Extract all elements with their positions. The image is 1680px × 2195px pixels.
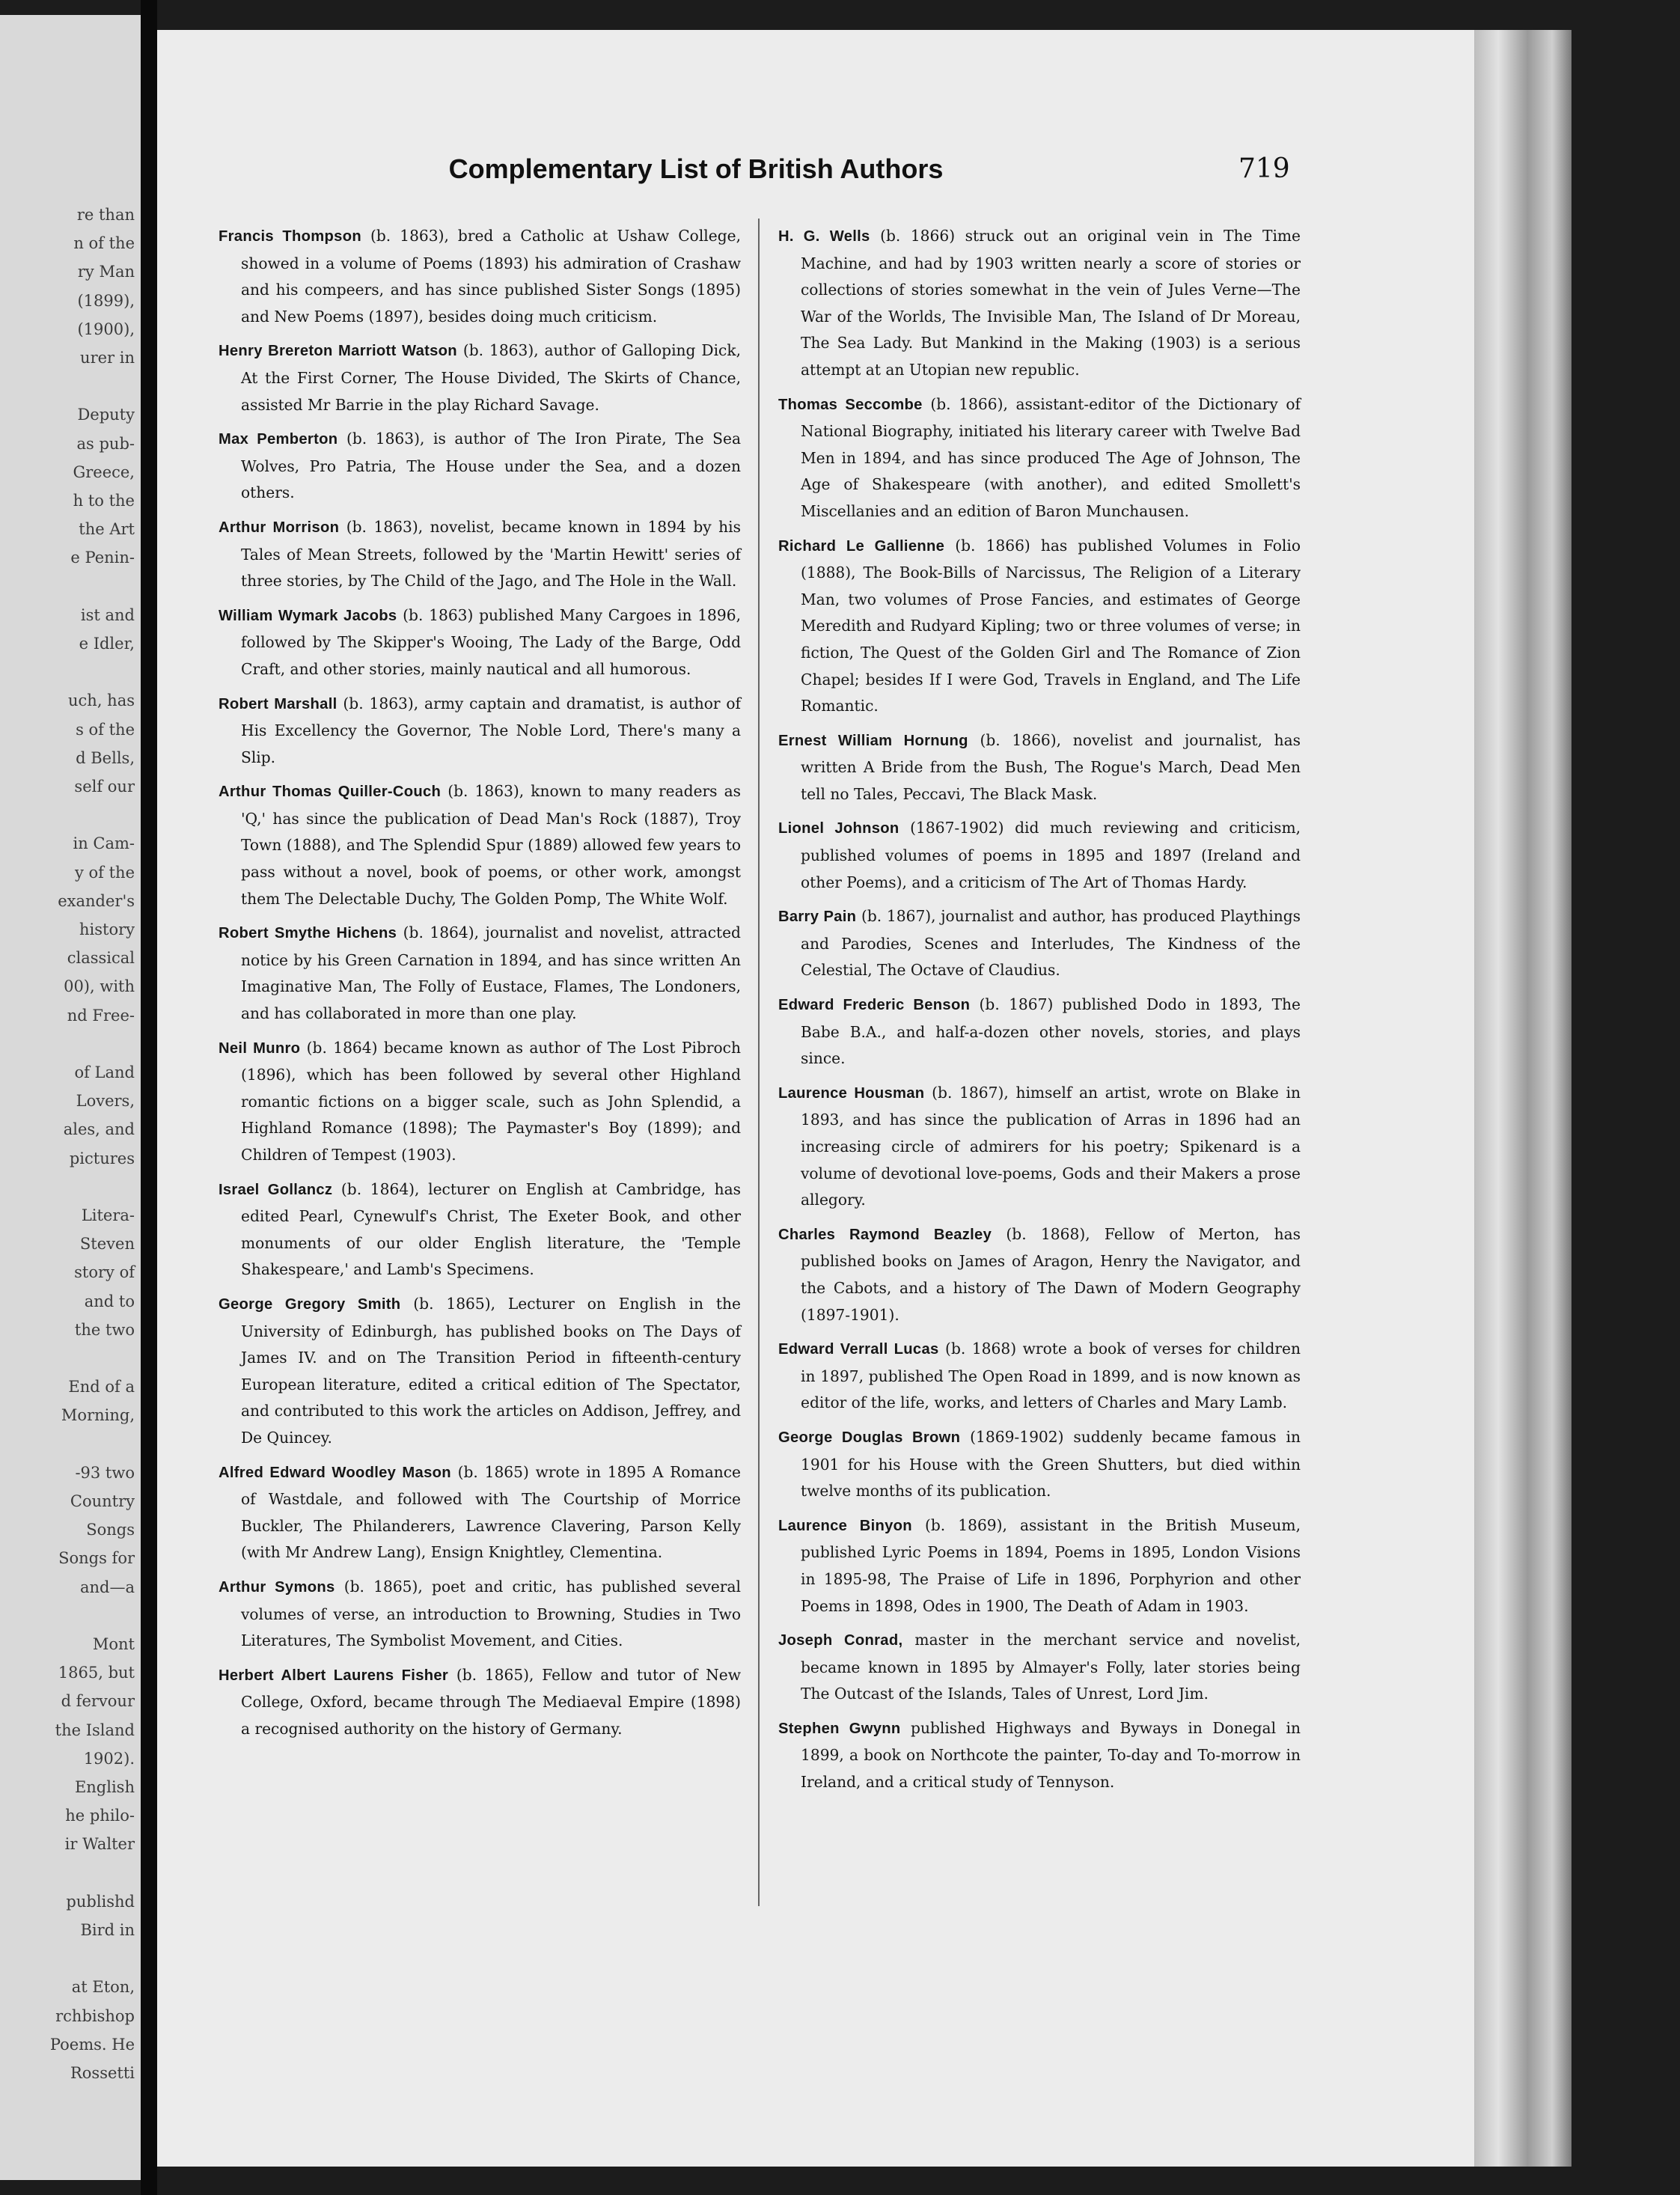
left-page-line: rchbishop [55, 2006, 135, 2025]
author-description: (b. 1865) wrote in 1895 A Romance of Wastdale, and followed with The Courtship of Morrice Buckler, The Philanderers, Lawrence Clavering, Parson Kelly (with Mr Andrew Lang), Ensign Knightley, Clementina. [241, 1462, 741, 1562]
author-description: (b. 1867), himself an artist, wrote on Blake in 1893, and has since the publication of Arras in 1896 had an increasing circle of admirers for his poetry; Spikenard is a volume of devotional love-poems, Gods and their Makers a prose allegory. [801, 1083, 1301, 1209]
author-name: Edward Frederic Benson [778, 997, 971, 1014]
left-page-line: ales, and [63, 1120, 135, 1139]
author-description: (b. 1863), known to many readers as 'Q,' has since the publication of Dead Man's Rock (1887), Troy Town (1888), and The Splendid Spur (1889) allowed few years to pass without a novel, book of poems, or other work, amongst them The Delectable Duchy, The Golden Pomp, The White Wolf. [241, 782, 741, 908]
author-description: (b. 1863), is author of The Iron Pirate, The Sea Wolves, Pro Patria, The House under the Sea, and a dozen others. [241, 430, 741, 502]
author-entry [219, 1662, 741, 1743]
author-entry [778, 1715, 1301, 1796]
left-page-line: e Idler, [79, 635, 135, 653]
page-edge [1474, 30, 1571, 2167]
author-entry [778, 727, 1301, 808]
author-description: (b. 1864), journalist and novelist, attracted notice by his Green Carnation in 1894, and has since written An Imaginative Man, The Folly of Eustace, Flames, The Londoners, and has collaborated in more than one play. [241, 924, 741, 1023]
author-entry [219, 1176, 741, 1283]
author-entry [219, 1459, 741, 1566]
left-page-line: publishd [66, 1892, 135, 1911]
author-entry [778, 223, 1301, 384]
left-page-line: y of the [74, 863, 135, 882]
author-description: (b. 1866) has published Volumes in Folio (1888), The Book-Bills of Narcissus, The Religion of a Literary Man, two volumes of Prose Fancies, and estimates of George Meredith and Rudyard Kipling; two or three volumes of verse; in fiction, The Quest of the Golden Girl and The Romance of Zion Chapel; besides If I were God, Travels in England, and The Life Romantic. [801, 536, 1301, 715]
author-name: Herbert Albert Laurens Fisher [219, 1667, 449, 1684]
left-page-line: urer in [80, 349, 135, 367]
author-name: Edward Verrall Lucas [778, 1341, 939, 1358]
author-entry [778, 1080, 1301, 1214]
left-page-line: at Eton, [71, 1978, 135, 1997]
left-page-line: story of [74, 1263, 135, 1282]
author-name: Arthur Symons [219, 1578, 335, 1596]
left-page-line: d Bells, [76, 748, 135, 767]
left-page-line: ir Walter [64, 1835, 135, 1854]
left-page-line: e Penin- [70, 549, 135, 567]
author-entry [778, 992, 1301, 1072]
author-description: (b. 1865), poet and critic, has published several volumes of verse, an introduction to Browning, Studies in Two Literatures, The Symbolist Movement, and Cities. [241, 1577, 742, 1650]
author-name: George Gregory Smith [219, 1295, 401, 1313]
author-name: Neil Munro [219, 1040, 301, 1057]
left-page-line: Steven [79, 1235, 135, 1254]
author-description: (b. 1865), Lecturer on English in the University of Edinburgh, has published books on The Days of James IV. and on The Transition Period in fifteenth-century European literature, edited a critical edition of The Spectator, and contributed to this work the articles on Addison, Jeffrey, and De Quincey. [241, 1294, 741, 1447]
author-entry [219, 426, 741, 507]
left-page-line: and—a [79, 1578, 135, 1596]
author-description: (b. 1868) wrote a book of verses for children in 1897, published The Open Road in 1899, and is now known as editor of the life, works, and letters of Charles and Mary Lamb. [801, 1340, 1301, 1412]
author-name: Stephen Gwynn [778, 1720, 901, 1737]
author-name: Lionel Johnson [778, 820, 899, 837]
left-page-line: ist and [80, 605, 135, 624]
author-entry [778, 391, 1301, 525]
author-name: Max Pemberton [219, 431, 338, 448]
left-page-line: Songs for [58, 1549, 135, 1568]
author-entry [219, 778, 741, 912]
author-entry [219, 514, 741, 595]
author-description: (b. 1867) published Dodo in 1893, The Babe B.A., and half-a-dozen other novels, stories, and plays since. [801, 995, 1301, 1068]
author-name: Arthur Thomas Quiller-Couch [219, 784, 442, 801]
left-page-line: (1900), [77, 320, 135, 338]
left-page-line: -93 two [75, 1463, 135, 1482]
left-page-line: the Art [79, 520, 135, 539]
author-name: Charles Raymond Beazley [778, 1226, 992, 1243]
author-entry [219, 338, 741, 418]
author-name: Francis Thompson [219, 228, 361, 245]
column-divider [758, 219, 760, 1906]
author-entry [219, 920, 741, 1027]
author-description: (b. 1864) became known as author of The Lost Pibroch (1896), which has been followed by several other Highland romantic fictions on a bigger scale, such as John Splendid, a Highland Romance (1898); The Paymaster's Boy (1899); and Children of Tempest (1903). [241, 1038, 741, 1164]
left-page-fragment [0, 15, 141, 2180]
author-description: master in the merchant service and novelist, became known in 1895 by Almayer's Folly, later stories being The Outcast of the Islands, Tales of Unrest, Lord Jim. [801, 1631, 1301, 1703]
left-page-line: Greece, [73, 462, 135, 481]
right-column [778, 223, 1301, 1804]
author-name: Thomas Seccombe [778, 396, 923, 413]
author-description: (b. 1866), assistant-editor of the Dictionary of National Biography, initiated his literary career with Twelve Bad Men in 1894, and has since produced The Age of Johnson, The Age of Shakespeare (with another), and edited Smollett's Miscellanies and an edition of Baron Munchausen. [801, 394, 1301, 520]
left-page-line: the Island [55, 1721, 135, 1739]
author-description: (b. 1863), author of Galloping Dick, At the First Corner, The House Divided, The Skirts of Chance, assisted Mr Barrie in the play Richard Savage. [241, 341, 741, 414]
author-name: George Douglas Brown [778, 1429, 961, 1446]
author-entry [778, 903, 1301, 984]
left-page-line: (1899), [77, 291, 135, 310]
left-column [219, 223, 741, 1750]
author-entry [778, 1336, 1301, 1417]
author-description: (b. 1863), novelist, became known in 1894 by his Tales of Mean Streets, followed by the 'Martin Hewitt' series of three stories, by The Child of the Jago, and The Hole in the Wall. [241, 517, 741, 590]
author-name: Richard Le Gallienne [778, 537, 945, 555]
author-entry [778, 533, 1301, 720]
author-description: (b. 1869), assistant in the British Museum, published Lyric Poems in 1894, Poems in 1895, London Visions in 1895-98, The Praise of Life in 1896, Porphyrion and other Poems in 1898, Odes in 1900, The Death of Adam in 1903. [801, 1515, 1301, 1615]
left-page-line: Litera- [81, 1206, 135, 1224]
author-name: Henry Brereton Marriott Watson [219, 343, 457, 360]
left-page-line: Lovers, [76, 1092, 135, 1111]
left-page-line: pictures [69, 1149, 135, 1167]
left-page-line: the two [74, 1320, 135, 1339]
left-page-line: history [79, 921, 135, 938]
left-page-line: Rossetti [70, 2064, 135, 2082]
author-entry [778, 1221, 1301, 1328]
left-page-line: classical [67, 949, 135, 968]
author-name: Joseph Conrad, [778, 1632, 903, 1649]
left-page-line: Morning, [61, 1406, 135, 1425]
left-page-line: nd Free- [67, 1006, 135, 1025]
author-description: (1869-1902) suddenly became famous in 1901 for his House with the Green Shutters, but died within twelve months of its publication. [801, 1427, 1301, 1501]
left-page-line: 1865, but [58, 1664, 135, 1682]
author-name: William Wymark Jacobs [219, 607, 397, 624]
author-description: (b. 1866), novelist and journalist, has written A Bride from the Bush, The Rogue's March, Dead Men tell no Tales, Peccavi, The Black Mask. [801, 730, 1301, 803]
author-entry [778, 815, 1301, 896]
author-description: (b. 1864), lecturer on English at Cambridge, has edited Pearl, Cynewulf's Christ, The Exeter Book, and other monuments of our older English literature, the 'Temple Shakespeare,' and Lamb's Specimens. [241, 1179, 741, 1279]
author-entry [219, 602, 741, 683]
left-page-line: ry Man [77, 263, 135, 281]
left-page-line: re than [76, 206, 135, 224]
left-page-line: as pub- [76, 434, 135, 453]
left-page-line: h to the [73, 492, 135, 510]
author-description: (b. 1863), army captain and dramatist, is author of His Excellency the Governor, The Noble Lord, There's many a Slip. [241, 694, 742, 766]
author-entry [219, 691, 741, 772]
left-page-line: s of the [76, 720, 135, 739]
author-entry [219, 1035, 741, 1169]
book-spine [141, 0, 157, 2195]
left-page-line: Bird in [80, 1921, 135, 1939]
left-page-line: 00), with [64, 977, 135, 996]
left-page-line: English [74, 1778, 135, 1796]
author-description: (b. 1868), Fellow of Merton, has published books on James of Aragon, Henry the Navigator, and the Cabots, and a history of The Dawn of Modern Geography (1897-1901). [801, 1224, 1301, 1324]
author-name: Israel Gollancz [219, 1181, 333, 1198]
author-name: Robert Marshall [219, 695, 337, 712]
author-description: (b. 1866) struck out an original vein in The Time Machine, and had by 1903 written nearly a score of stories or collections of stories somewhat in the vein of Jules Verne—The War of the Worlds, The Invisible Man, The Island of Dr Moreau, The Sea Lady. But Mankind in the Making (1903) is a serious attempt at an Utopian new republic. [801, 227, 1301, 379]
left-page-line: uch, has [68, 692, 135, 710]
author-name: Laurence Binyon [778, 1517, 912, 1534]
left-page-line: of Land [74, 1063, 135, 1081]
left-page-line: Deputy [77, 406, 135, 424]
author-entry [219, 1574, 741, 1655]
author-description: (b. 1863) published Many Cargoes in 1896, followed by The Skipper's Wooing, The Lady of the Barge, Odd Craft, and other stories, mainly nautical and all humorous. [241, 605, 741, 678]
author-name: Ernest William Hornung [778, 732, 968, 749]
left-page-line: Poems. He [49, 2035, 135, 2054]
left-page-line: Songs [86, 1521, 135, 1539]
left-page-line: self our [74, 778, 135, 796]
left-page-line: exander's [58, 891, 135, 910]
author-name: Alfred Edward Woodley Mason [219, 1464, 451, 1481]
author-entry [219, 223, 741, 330]
left-page-line: d fervour [61, 1692, 135, 1711]
author-description: (1867-1902) did much reviewing and criticism, published volumes of poems in 1895 and 1897 (Ireland and other Poems), and a criticism of The Art of Thomas Hardy. [801, 819, 1301, 891]
author-entry [778, 1512, 1301, 1619]
left-page-line: in Cam- [73, 834, 135, 853]
author-entry [778, 1627, 1301, 1708]
left-page-line: n of the [73, 234, 135, 253]
author-name: Barry Pain [778, 909, 857, 926]
author-description: (b. 1865), Fellow and tutor of New College, Oxford, became through The Mediaeval Empire (1898) a recognised authority on the history of Germany. [241, 1665, 741, 1738]
author-description: published Highways and Byways in Donegal in 1899, a book on Northcote the painter, To-day and To-morrow in Ireland, and a critical study of Tennyson. [801, 1718, 1301, 1792]
author-description: (b. 1863), bred a Catholic at Ushaw College, showed in a volume of Poems (1893) his admiration of Crashaw and his compeers, and has since published Sister Songs (1895) and New Poems (1897), besides doing much criticism. [241, 227, 741, 326]
left-page-line: End of a [68, 1378, 135, 1396]
left-page-line: Country [70, 1492, 135, 1510]
author-name: Robert Smythe Hichens [219, 925, 397, 942]
left-page-line: and to [84, 1292, 135, 1310]
author-entry [778, 1424, 1301, 1505]
left-page-line: Mont [92, 1635, 135, 1653]
left-page-line: 1902). [83, 1749, 135, 1768]
author-name: H. G. Wells [778, 228, 870, 245]
page-number: 719 [1238, 153, 1290, 184]
author-name: Arthur Morrison [219, 519, 340, 536]
author-description: (b. 1867), journalist and author, has produced Playthings and Parodies, Scenes and Interludes, The Kindness of the Celestial, The Octave of Claudius. [801, 907, 1301, 980]
author-name: Laurence Housman [778, 1084, 925, 1102]
author-entry [219, 1291, 741, 1452]
page-title: Complementary List of British Authors [448, 153, 944, 184]
left-page-line: he philo- [65, 1807, 135, 1825]
